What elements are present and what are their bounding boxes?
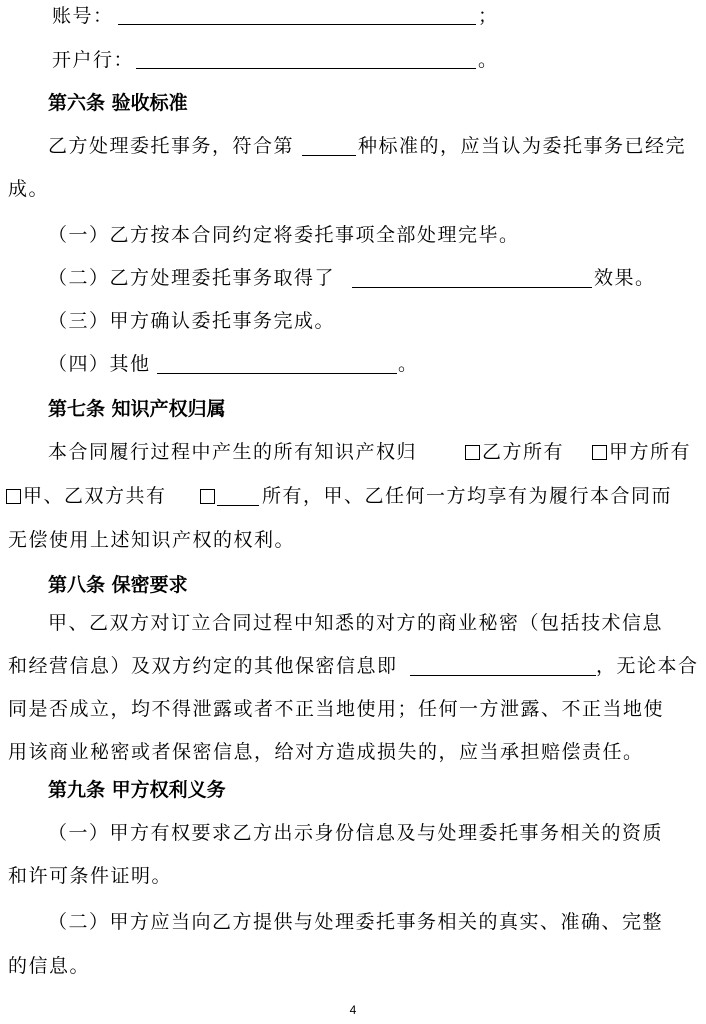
article-7-heading: 第七条 知识产权归属 <box>48 398 226 420</box>
owner-blank <box>217 505 259 506</box>
article-6-item-1: （一）乙方按本合同约定将委托事项全部处理完毕。 <box>48 224 520 246</box>
account-line: 账号： ； <box>0 0 706 32</box>
article-6-item-3: （三）甲方确认委托事务完成。 <box>48 310 336 332</box>
article-6-heading: 第六条 验收标准 <box>48 92 188 114</box>
article-8-line-2: 和经营信息）及双方约定的其他保密信息即 ，无论本合 <box>8 655 699 677</box>
article-6-para: 乙方处理委托事务，符合第 种标准的，应当认为委托事务已经完 <box>48 135 687 157</box>
article-9-line-1: （一）甲方有权要求乙方出示身份信息及与处理委托事务相关的资质 <box>48 822 664 844</box>
page-number: 4 <box>349 1003 357 1017</box>
checkbox-party-a[interactable] <box>592 445 607 460</box>
standard-number-blank <box>302 155 356 156</box>
confidential-info-blank <box>410 675 596 676</box>
article-8-heading: 第八条 保密要求 <box>48 574 188 596</box>
article-9-heading: 第九条 甲方权利义务 <box>48 779 226 801</box>
article-6-item-2: （二）乙方处理委托事务取得了 效果。 <box>48 267 656 289</box>
bank-label: 开户行： <box>52 49 135 71</box>
article-7-line-2: 甲、乙双方共有 所有，甲、乙任何一方均享有为履行本合同而 <box>0 480 706 512</box>
article-9-line-4: 的信息。 <box>8 955 91 977</box>
article-8-line-1: 甲、乙双方对订立合同过程中知悉的对方的商业秘密（包括技术信息 <box>48 612 664 634</box>
article-7-line-3: 无偿使用上述知识产权的权利。 <box>8 529 296 551</box>
effect-blank <box>352 287 592 288</box>
checkbox-joint[interactable] <box>6 489 21 504</box>
bank-line: 开户行： 。 <box>0 44 706 76</box>
bank-blank <box>136 68 476 69</box>
article-6-item-4: （四）其他 。 <box>48 353 419 375</box>
other-blank <box>157 373 397 374</box>
article-9-line-2: 和许可条件证明。 <box>8 865 173 887</box>
document-page: 账号： ； 开户行： 。 第六条 验收标准 乙方处理委托事务，符合第 种标准的，应当认为委托事务已经完 成。 （一）乙方按本合同约定将委托事项全部处理完毕。 （二）乙方处理委托事务取得了 效果。 （三）甲方确认委托事务完成。 （四）其他 。 第七条 知识产权归属 本合同履行过程中产生的所有知识产权归 乙方所有 甲方所有 甲、乙双方共有 所有，甲、乙任何一方均享有为履行本合同而 无偿使用上述知识产权的权利。 第八条 保密要求 甲、乙双方对订立合同过程中知悉的对方的商业秘密（包括技术信息 和经营信息）及双方约定的其他保密信息即 ，无论本合 同是否成立，均不得泄露或者不正当地使用；任何一方泄露、不正当地使 用该商业秘密或者保密信息，给对方造成损失的，应当承担赔偿责任。 第九条 甲方权利义务 （一）甲方有权要求乙方出示身份信息及与处理委托事务相关的资质 和许可条件证明。 （二）甲方应当向乙方提供与处理委托事务相关的真实、准确、完整 的信息。 4 <box>0 0 706 1024</box>
article-8-line-4: 用该商业秘密或者保密信息，给对方造成损失的，应当承担赔偿责任。 <box>8 741 644 763</box>
account-label: 账号： <box>52 5 114 27</box>
account-blank <box>118 24 476 25</box>
article-7-line-1: 本合同履行过程中产生的所有知识产权归 乙方所有 甲方所有 <box>48 441 692 463</box>
article-8-line-3: 同是否成立，均不得泄露或者不正当地使用；任何一方泄露、不正当地使 <box>8 698 665 720</box>
checkbox-party-b[interactable] <box>465 445 480 460</box>
checkbox-other[interactable] <box>200 489 215 504</box>
article-9-line-3: （二）甲方应当向乙方提供与处理委托事务相关的真实、准确、完整 <box>48 911 664 933</box>
